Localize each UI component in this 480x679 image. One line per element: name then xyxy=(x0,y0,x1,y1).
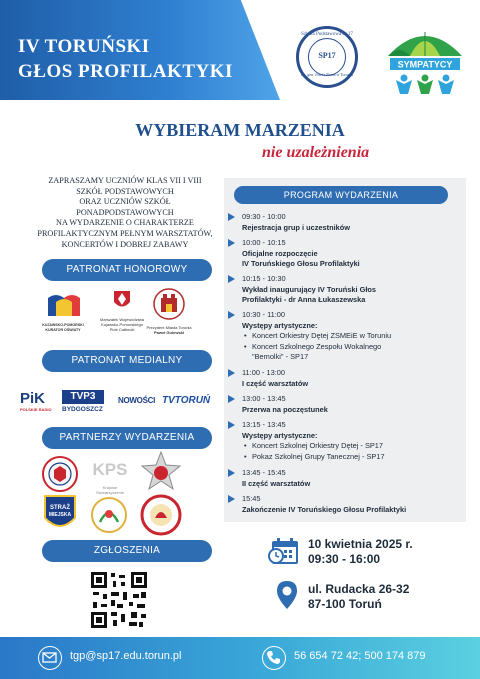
invitation-line: PROFILAKTYCZNYM PEŁNYM WARSZTATÓW, xyxy=(37,228,213,238)
program-bullet-continuation: "Bemolki" - SP17 xyxy=(252,352,309,361)
program-item xyxy=(242,368,462,389)
program-time: 13:15 - 13:45 xyxy=(242,420,286,429)
program-bullet: • Pokaz Szkolnej Grupy Tanecznej - SP17 xyxy=(242,452,462,463)
arrow-right-icon xyxy=(228,369,235,377)
program-time: 09:30 - 10:00 xyxy=(242,212,286,221)
arrow-right-icon xyxy=(228,213,235,221)
prezydent-torunia-logo xyxy=(146,288,192,336)
program-time: 11:00 - 13:00 xyxy=(242,368,286,377)
program-title: Rejestracja grup i uczestników xyxy=(242,222,351,232)
svg-text:KPS: KPS xyxy=(92,460,128,479)
program-item xyxy=(242,238,462,270)
program-title: Zakończenie IV Toruńskiego Głosu Profilaktyki xyxy=(242,504,407,514)
seal-center-text: SP17 xyxy=(318,51,336,60)
torun-crest-icon xyxy=(146,288,192,320)
partner-police-badge-icon xyxy=(42,456,78,492)
nowosci-logo-text: NOWOŚCI xyxy=(118,396,156,405)
event-hours: 09:30 - 16:00 xyxy=(308,552,381,566)
invitation-line: ZAPRASZAMY UCZNIÓW KLAS VII I VIII xyxy=(48,176,202,185)
partner-kps-logo xyxy=(90,458,130,495)
section-patronat-medialny: PATRONAT MEDIALNY xyxy=(42,350,212,372)
program-time: 13:45 - 15:45 xyxy=(242,468,286,477)
partner-star-badge-icon xyxy=(140,451,182,493)
pik-logo-sub: POLSKIE RADIO xyxy=(20,407,52,412)
calendar-clock-icon xyxy=(268,536,300,566)
straz-line-1: STRAŻ xyxy=(50,505,70,511)
program-title: Wykład inaugurujący IV Toruński Głos xyxy=(242,284,377,294)
program-time: 15:45 xyxy=(242,494,261,503)
program-item xyxy=(242,212,462,233)
arrow-right-icon xyxy=(228,469,235,477)
program-title: Występy artystyczne: xyxy=(242,430,318,440)
marszalek-line-2: Kujawsko-Pomorskiego xyxy=(101,322,143,327)
nowosci-logo xyxy=(118,396,156,412)
invitation-line: ORAZ UCZNIÓW SZKÓŁ PONADPODSTAWOWYCH xyxy=(76,197,174,217)
invitation-text xyxy=(30,176,220,250)
program-time: 10:00 - 10:15 xyxy=(242,238,286,247)
sympatycy-logo-text: SYMPATYCY xyxy=(397,59,453,70)
program-time: 10:15 - 10:30 xyxy=(242,274,286,283)
pik-logo-text: PiK xyxy=(20,390,46,407)
partner-ring-badge-icon xyxy=(140,494,182,536)
arrow-right-icon xyxy=(228,311,235,319)
program-item xyxy=(242,468,462,489)
program-bullets xyxy=(242,331,462,363)
program-title: Profilaktyki - dr Anna Łukaszewska xyxy=(242,295,366,304)
tvp3-logo-text: TVP3 xyxy=(62,390,104,404)
program-bullets xyxy=(242,441,462,462)
program-title: II część warsztatów xyxy=(242,478,311,488)
program-time: 13:00 - 13:45 xyxy=(242,394,286,403)
kurator-logo-text: KUJAWSKO-POMORSKI KURATOR OŚWIATY xyxy=(42,323,84,332)
program-bullet: • Koncert Orkiestry Dętej ZSMEiE w Toruniu xyxy=(242,331,462,342)
tvtorun-logo xyxy=(162,395,214,411)
arrow-right-icon xyxy=(228,421,235,429)
seal-bottom-text: im. gen. Józefa Bema w Toruniu xyxy=(301,72,353,77)
program-title: IV Toruńskiego Głosu Profilaktyki xyxy=(242,259,360,268)
contact-phone[interactable]: 56 654 72 42; 500 174 879 xyxy=(294,650,426,662)
invitation-line: KONCERTÓW I DOBREJ ZABAWY xyxy=(61,239,189,249)
event-address xyxy=(308,582,409,612)
location-pin-icon xyxy=(276,580,298,610)
school-seal-logo xyxy=(296,26,358,88)
seal-top-text: Szkoła Podstawowa nr 17 xyxy=(301,32,353,37)
marszalek-logo xyxy=(100,290,144,336)
program-title: I część warsztatów xyxy=(242,378,309,388)
contact-email[interactable]: tgp@sp17.edu.torun.pl xyxy=(70,650,182,662)
address-line-2: 87-100 Toruń xyxy=(308,597,382,611)
program-title: Występy artystyczne: xyxy=(242,320,318,330)
kps-logo-icon xyxy=(90,458,130,480)
arrow-right-icon xyxy=(228,395,235,403)
event-date: 10 kwietnia 2025 r. xyxy=(308,537,413,551)
program-bullet: • Koncert Szkolnego Zespołu Wokalnego xyxy=(242,342,462,353)
marszalek-line-3: Piotr Całbecki xyxy=(109,327,135,332)
contact-footer xyxy=(0,637,480,679)
title-line-2: GŁOS PROFILAKTYKI xyxy=(18,61,233,82)
prezydent-line-1: Prezydent Miasta Torunia xyxy=(146,325,192,330)
program-header: PROGRAM WYDARZENIA xyxy=(234,186,448,204)
tvtorun-logo-text: TVTORUŃ xyxy=(162,395,211,406)
marszalek-line-1: Marszałek Województwa xyxy=(100,317,144,322)
straz-line-2: MIEJSKA xyxy=(48,512,72,518)
kurator-flag-icon xyxy=(34,292,92,318)
partner-school-emblem-icon xyxy=(90,496,128,534)
program-title: Oficjalne rozpoczęcie xyxy=(242,248,318,258)
program-item xyxy=(242,420,462,462)
email-icon xyxy=(38,646,62,670)
tvp3-logo-sub: BYDGOSZCZ xyxy=(62,406,103,413)
invitation-line: SZKÓŁ PODSTAWOWYCH xyxy=(76,186,174,196)
address-line-1: ul. Rudacka 26-32 xyxy=(308,582,410,596)
kurator-oswiaty-logo xyxy=(34,292,92,334)
program-panel xyxy=(224,178,466,522)
program-bullet: • Koncert Szkolnej Orkiestry Dętej - SP17 xyxy=(242,441,462,452)
registration-qr-code[interactable] xyxy=(89,570,149,630)
headline-main: WYBIERAM MARZENIA xyxy=(135,120,345,140)
tvp3-logo xyxy=(62,390,110,418)
arrow-right-icon xyxy=(228,495,235,503)
event-date-time xyxy=(308,537,413,567)
prezydent-line-2: Paweł Gulewski xyxy=(153,330,184,335)
program-item xyxy=(242,274,462,306)
program-item xyxy=(242,494,462,515)
sympatycy-logo xyxy=(380,22,470,102)
phone-icon xyxy=(262,646,286,670)
pik-radio-logo xyxy=(20,391,56,417)
section-partnerzy: PARTNERZY WYDARZENIA xyxy=(42,427,212,449)
section-patronat-honorowy: PATRONAT HONOROWY xyxy=(42,259,212,281)
program-item xyxy=(242,310,462,363)
marszalek-shield-icon xyxy=(100,290,144,312)
event-title xyxy=(18,34,233,84)
headline-sub: nie uzależnienia xyxy=(262,144,370,161)
kps-logo-text: Krajowe Stowarzyszenie xyxy=(95,485,124,495)
section-zgloszenia: ZGŁOSZENIA xyxy=(42,540,212,562)
program-item xyxy=(242,394,462,415)
arrow-right-icon xyxy=(228,275,235,283)
invitation-line: NA WYDARZENIE O CHARAKTERZE xyxy=(56,218,194,228)
title-line-1: IV TORUŃSKI xyxy=(18,36,150,57)
program-title: Przerwa na poczęstunek xyxy=(242,404,328,414)
arrow-right-icon xyxy=(228,239,235,247)
partner-straz-miejska-icon xyxy=(42,494,78,534)
program-time: 10:30 - 11:00 xyxy=(242,310,286,319)
